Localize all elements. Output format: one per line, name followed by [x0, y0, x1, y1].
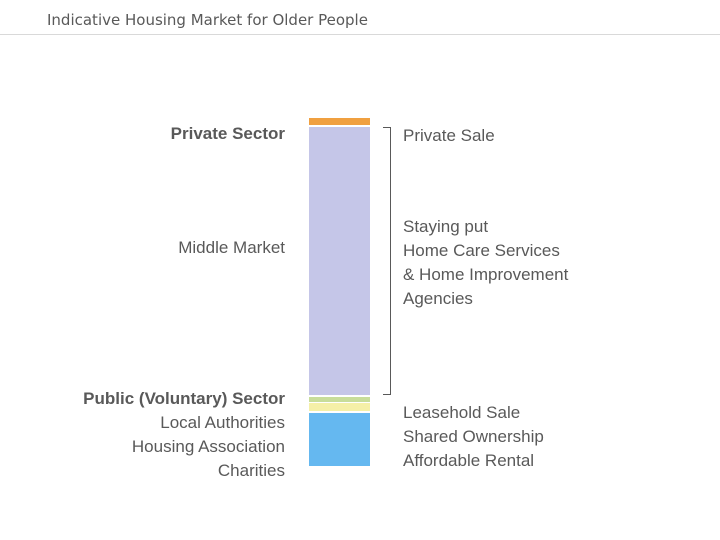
- label-housing-association: Housing Association: [131, 437, 285, 456]
- bar-segment-public-yellow: [309, 403, 370, 411]
- label-charities: Charities: [217, 461, 285, 480]
- bar-segment-public-green: [309, 397, 370, 402]
- label-home-improvement: & Home Improvement: [403, 265, 569, 284]
- label-leasehold-sale: Leasehold Sale: [403, 403, 521, 422]
- label-middle-market: Middle Market: [178, 238, 285, 257]
- bar-segment-public-blue: [309, 413, 370, 466]
- bar-segment-private: [309, 118, 370, 125]
- label-local-authorities: Local Authorities: [160, 413, 285, 432]
- label-shared-ownership: Shared Ownership: [403, 427, 544, 446]
- label-public-sector: Public (Voluntary) Sector: [83, 389, 285, 408]
- label-private-sale: Private Sale: [403, 126, 495, 145]
- label-staying-put: Staying put: [403, 217, 489, 236]
- label-agencies: Agencies: [403, 289, 473, 308]
- label-affordable-rental: Affordable Rental: [403, 451, 535, 470]
- label-private-sector: Private Sector: [170, 124, 285, 143]
- bar-segment-middle-market: [309, 127, 370, 395]
- title-divider: [0, 34, 720, 35]
- label-home-care-services: Home Care Services: [403, 241, 560, 260]
- range-bracket: [383, 127, 391, 395]
- page-title: Indicative Housing Market for Older People: [47, 11, 368, 29]
